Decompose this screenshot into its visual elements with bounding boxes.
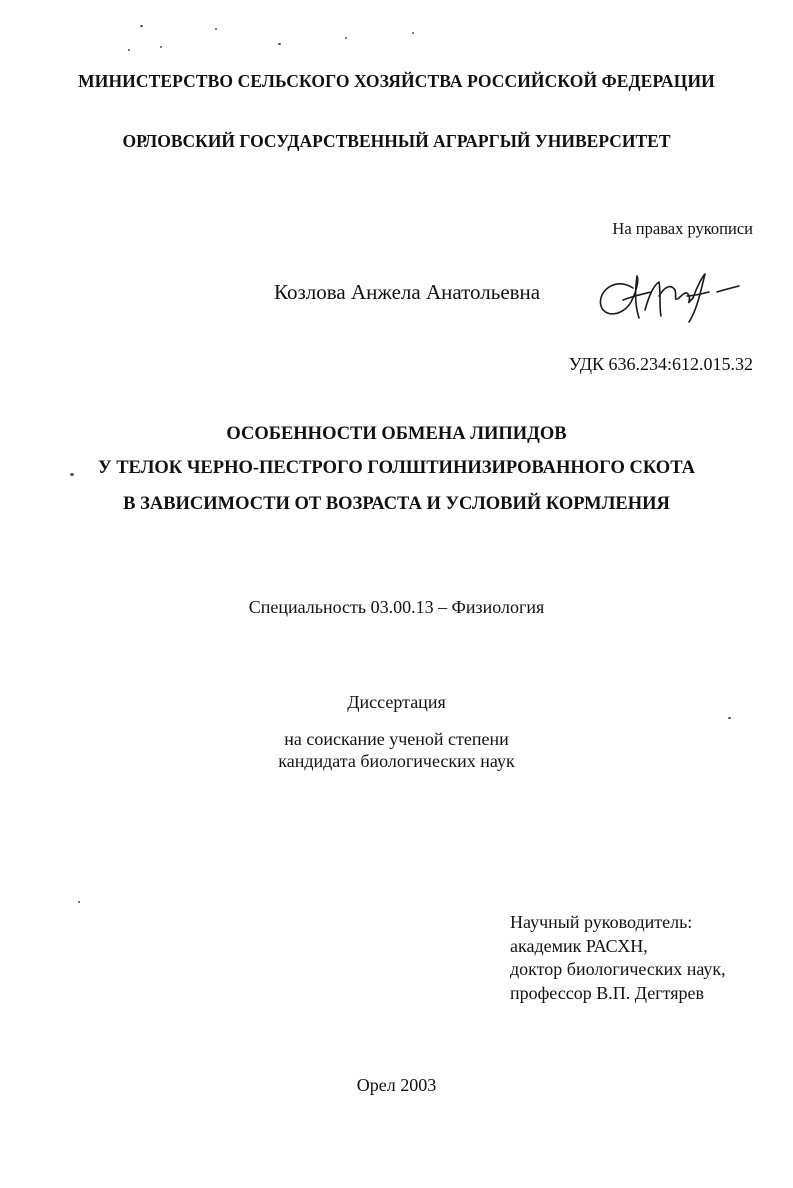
supervisor-label: Научный руководитель: <box>510 912 693 932</box>
scan-speck <box>278 43 281 45</box>
scan-speck <box>128 49 130 51</box>
author-signature <box>593 266 743 328</box>
supervisor-rank: академик РАСХН, <box>510 935 648 956</box>
scan-speck <box>160 46 162 48</box>
scan-speck <box>728 717 731 719</box>
author-name: Козлова Анжела Анатольевна <box>274 280 541 304</box>
dissertation-title-line-2: У ТЕЛОК ЧЕРНО-ПЕСТРОГО ГОЛШТИНИЗИРОВАННОГО СКОТА <box>98 458 695 478</box>
udk-code: УДК 636.234:612.015.32 <box>568 354 753 374</box>
supervisor-name: профессор В.П. Дегтярев <box>510 982 704 1003</box>
scan-speck <box>140 25 143 27</box>
supervisor-block <box>510 911 726 1005</box>
ministry-heading: МИНИСТЕРСТВО СЕЛЬСКОГО ХОЗЯЙСТВА РОССИЙСКОЙ ФЕДЕРАЦИИ <box>78 71 715 91</box>
university-heading: ОРЛОВСКИЙ ГОСУДАРСТВЕННЫЙ АГРАРГЫЙ УНИВЕРСИТЕТ <box>122 131 671 151</box>
scan-speck <box>215 28 217 30</box>
supervisor-degree: доктор биологических наук, <box>510 959 726 979</box>
dissertation-title-line-3: В ЗАВИСИМОСТИ ОТ ВОЗРАСТА И УСЛОВИЙ КОРМЛЕНИЯ <box>123 494 670 514</box>
scan-speck <box>345 37 347 39</box>
degree-purpose-line-2: кандидата биологических наук <box>278 751 515 771</box>
dissertation-title-line-1: ОСОБЕННОСТИ ОБМЕНА ЛИПИДОВ <box>226 424 567 444</box>
scan-speck <box>78 901 80 903</box>
scan-speck <box>412 32 414 34</box>
degree-purpose-line-1: на соискание ученой степени <box>284 729 509 749</box>
dissertation-label: Диссертация <box>347 692 446 712</box>
city-year: Орел 2003 <box>356 1075 437 1095</box>
rights-note: На правах рукописи <box>612 219 753 238</box>
specialty-line: Специальность 03.00.13 – Физиология <box>248 597 545 617</box>
